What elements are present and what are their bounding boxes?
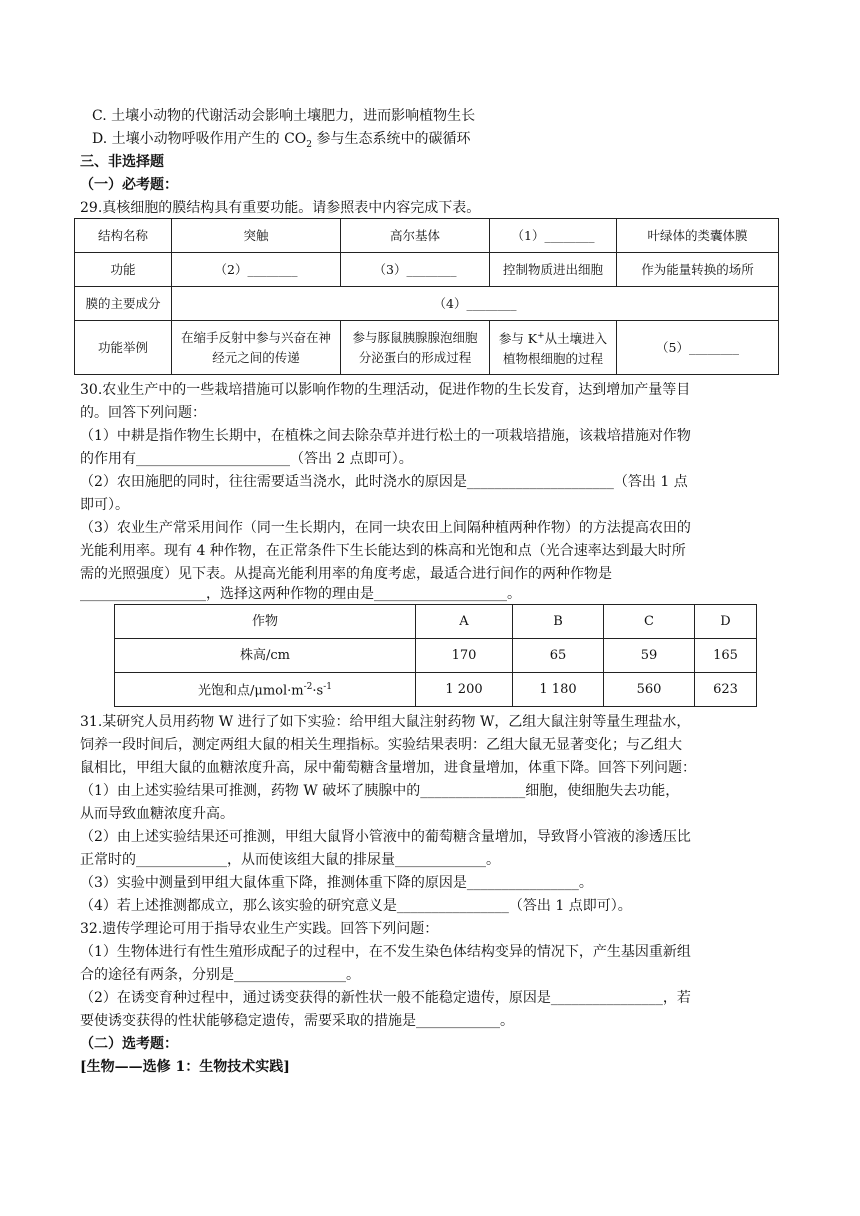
- question-31-2-line: （2）由上述实验结果还可推测，甲组大鼠肾小管液中的葡萄糖含量增加，导致肾小管液的渗透压比: [80, 829, 691, 845]
- question-32-line: 32.遗传学理论可用于指导农业生产实践。回答下列问题：: [80, 921, 439, 937]
- question-32-1-line: （1）生物体进行有性生殖形成配子的过程中，在不发生染色体结构变异的情况下，产生基因重新组: [80, 944, 691, 960]
- option-c: C. 土壤小动物的代谢活动会影响土壤肥力，进而影响植物生长: [92, 108, 476, 124]
- question-31-1-line: 从而导致血糖浓度升高。: [80, 806, 234, 822]
- question-32-1-line: 合的途径有两条，分别是________________。: [80, 967, 360, 983]
- question-32-2-line: （2）在诱变育种过程中，通过诱变获得的新性状一般不能稳定遗传，原因是________________，若: [80, 990, 691, 1006]
- table-row: 株高/cm 170 65 59 165: [115, 639, 757, 673]
- question-30-2-line: （2）农田施肥的同时，往往需要适当浇水，此时浇水的原因是_____________________（答出 1 点: [80, 474, 688, 490]
- question-29: 29.真核细胞的膜结构具有重要功能。请参照表中内容完成下表。: [80, 200, 481, 216]
- table-row: 结构名称 突触 高尔基体 （1）________ 叶绿体的类囊体膜: [75, 219, 779, 253]
- question-31-4-line: （4）若上述推测都成立，那么该实验的研究意义是________________（答出 1 点即可）。: [80, 898, 632, 914]
- table-row: 光饱和点$/\mu mol\cdot m^{-2}\cdot s^{-1}$ 1 200 1 180 560 623: [115, 673, 757, 707]
- question-30-3-line: （3）农业生产常采用间作（同一生长期内，在同一块农田上间隔种植两种作物）的方法提高农田的: [80, 520, 691, 536]
- crop-table: [114, 604, 757, 707]
- table-row: 作物 A B C D: [115, 605, 757, 639]
- required-questions-heading: （一）必考题：: [80, 177, 178, 193]
- question-30-1-line: （1）中耕是指作物生长期中，在植株之间去除杂草并进行松土的一项栽培措施，该栽培措施对作物: [80, 428, 691, 444]
- question-30-3-line: __________________，选择这两种作物的理由是___________________。: [80, 586, 521, 602]
- table-row: 膜的主要成分 （4）________: [75, 287, 779, 321]
- table-row: 功能举例 在缩手反射中参与兴奋在神 经元之间的传递 参与豚鼠胰腺腺泡细胞 分泌蛋白的形成过程 参与 K+从土壤进入 植物根细胞的过程 （5）________: [75, 321, 779, 375]
- question-30-1-line: 的作用有______________________（答出 2 点即可）。: [80, 451, 413, 467]
- section-heading: 三、非选择题: [80, 154, 164, 170]
- question-31-line: 饲养一段时间后，测定两组大鼠的相关生理指标。实验结果表明：乙组大鼠无显著变化；与乙组大: [80, 737, 682, 753]
- question-30-line: 的。回答下列问题：: [80, 405, 206, 421]
- question-31-2-line: 正常时的_____________，从而使该组大鼠的排尿量_____________。: [80, 852, 500, 868]
- question-30-2-line: 即可）。: [80, 497, 129, 513]
- question-31-line: 31.某研究人员用药物 W 进行了如下实验：给甲组大鼠注射药物 W，乙组大鼠注射等量生理盐水，: [80, 714, 691, 730]
- question-31-3-line: （3）实验中测量到甲组大鼠体重下降，推测体重下降的原因是________________。: [80, 875, 593, 891]
- elective-heading: [生物——选修 1：生物技术实践]: [80, 1059, 290, 1075]
- table-row: 功能 （2）________ （3）________ 控制物质进出细胞 作为能量转换的场所: [75, 253, 779, 287]
- question-30-3-line: 光能利用率。现有 4 种作物，在正常条件下生长能达到的株高和光饱和点（光合速率达到最大时所: [80, 543, 686, 559]
- option-d: D. 土壤小动物呼吸作用产生的 $CO_2$ 参与生态系统中的碳循环: [92, 131, 471, 150]
- question-30-3-line: 需的光照强度）见下表。从提高光能利用率的角度考虑，最适合进行间作的两种作物是: [80, 566, 612, 582]
- question-31-1-line: （1）由上述实验结果可推测，药物 W 破坏了胰腺中的_______________细胞，使细胞失去功能，: [80, 783, 680, 799]
- question-32-2-line: 要使诱变获得的性状能够稳定遗传，需要采取的措施是____________。: [80, 1013, 514, 1029]
- membrane-table: [74, 218, 779, 375]
- question-30-line: 30.农业生产中的一些栽培措施可以影响作物的生理活动，促进作物的生长发育，达到增加产量等目: [80, 382, 691, 398]
- question-31-line: 鼠相比，甲组大鼠的血糖浓度升高，尿中葡萄糖含量增加，进食量增加，体重下降。回答下列问题：: [80, 760, 696, 776]
- optional-questions-heading: （二）选考题：: [80, 1036, 178, 1052]
